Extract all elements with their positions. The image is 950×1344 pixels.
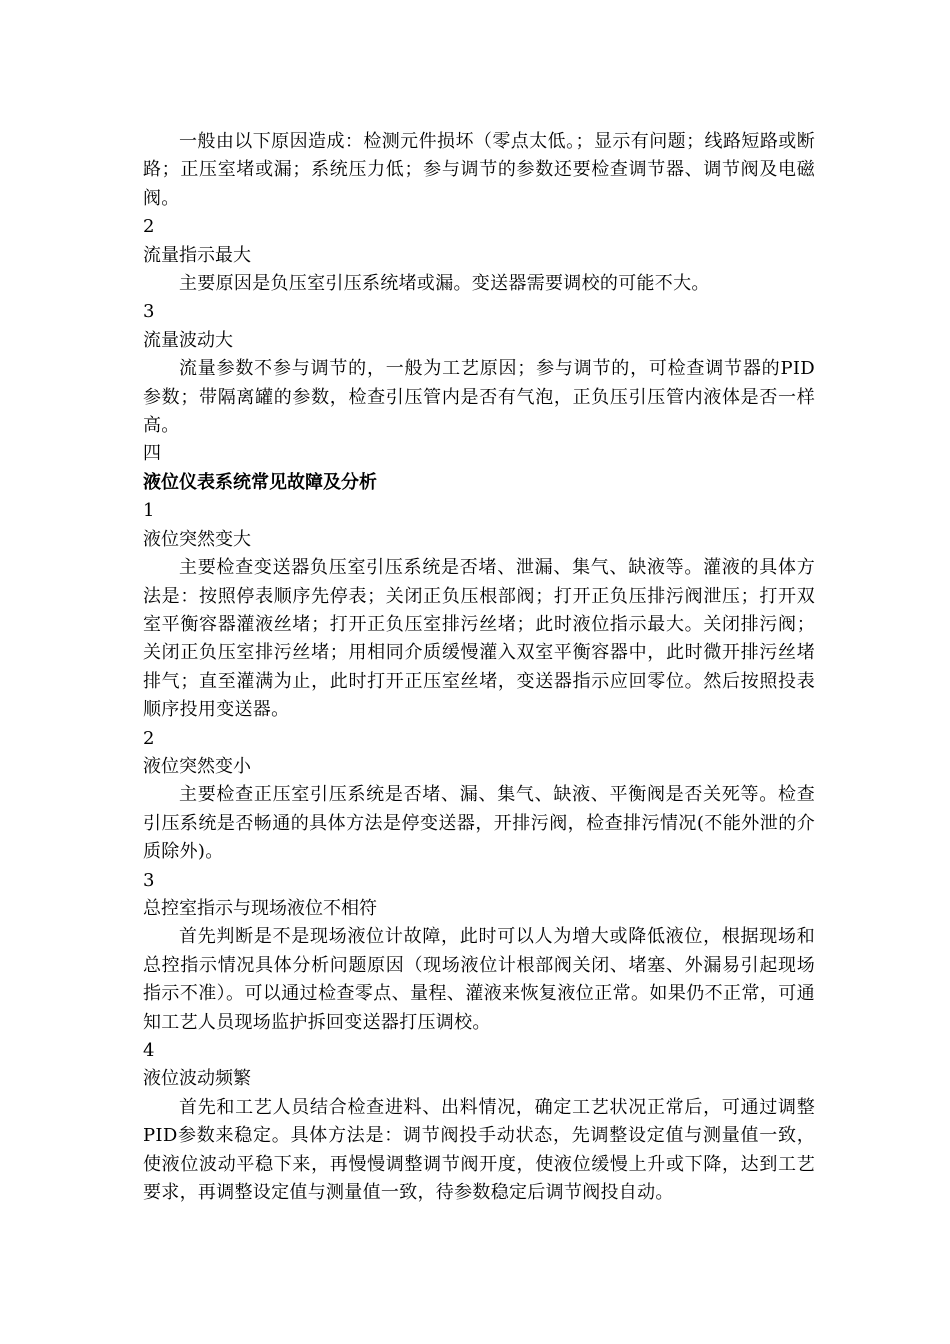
level-item-1-number: 1 (143, 500, 155, 522)
flow-item-3-body: 流量参数不参与调节的，一般为工艺原因；参与调节的，可检查调节器的PID参数；带隔离罐的参数，检查引压管内是否有气泡，正负压引压管内液体是否一样高。 (143, 358, 815, 437)
level-item-4-title: 液位波动频繁 (143, 1068, 251, 1090)
document-page (143, 128, 815, 1207)
level-item-3-title: 总控室指示与现场液位不相符 (143, 897, 377, 919)
flow-item-2-number: 2 (143, 216, 155, 238)
level-item-2-number: 2 (143, 727, 155, 749)
intro-paragraph: 一般由以下原因造成：检测元件损坏（零点太低。；显示有问题；线路短路或断路；正压室堵或漏；系统压力低；参与调节的参数还要检查调节器、调节阀及电磁阀。 (143, 131, 815, 209)
level-item-3-number: 3 (143, 869, 155, 891)
level-item-2-title: 液位突然变小 (143, 755, 251, 777)
level-item-1-title: 液位突然变大 (143, 528, 251, 550)
level-item-2-body: 主要检查正压室引压系统是否堵、漏、集气、缺液、平衡阀是否关死等。检查引压系统是否畅通的具体方法是停变送器，开排污阀，检查排污情况(不能外泄的介质除外)。 (143, 784, 815, 863)
level-item-3-body: 首先判断是不是现场液位计故障，此时可以人为增大或降低液位，根据现场和总控指示情况具体分析问题原因（现场液位计根部阀关闭、堵塞、外漏易引起现场指示不准）。可以通过检查零点、量程、灌液来恢复液位正常。如果仍不正常，可通知工艺人员现场监护拆回变送器打压调校。 (143, 926, 815, 1033)
flow-item-2-body: 主要原因是负压室引压系统堵或漏。变送器需要调校的可能不大。 (179, 273, 710, 295)
level-item-1-body: 主要检查变送器负压室引压系统是否堵、泄漏、集气、缺液等。灌液的具体方法是：按照停表顺序先停表；关闭正负压根部阀；打开正负压排污阀泄压；打开双室平衡容器灌液丝堵；打开正负压室排污丝堵；此时液位指示最大。关闭排污阀；关闭正负压室排污丝堵；用相同介质缓慢灌入双室平衡容器中，此时微开排污丝堵排气；直至灌满为止，此时打开正压室丝堵，变送器指示应回零位。然后按照投表顺序投用变送器。 (143, 557, 815, 721)
flow-item-2-title: 流量指示最大 (143, 244, 251, 266)
level-item-4-body: 首先和工艺人员结合检查进料、出料情况，确定工艺状况正常后，可通过调整PID参数来稳定。具体方法是：调节阀投手动状态，先调整设定值与测量值一致，使液位波动平稳下来，再慢慢调整调节阀开度，使液位缓慢上升或下降，达到工艺要求，再调整设定值与测量值一致，待参数稳定后调节阀投自动。 (143, 1096, 815, 1204)
section-number: 四 (143, 443, 161, 465)
flow-item-3-number: 3 (143, 301, 155, 323)
section-title: 液位仪表系统常见故障及分析 (143, 471, 377, 493)
flow-item-3-title: 流量波动大 (143, 329, 233, 351)
level-item-4-number: 4 (143, 1040, 155, 1061)
